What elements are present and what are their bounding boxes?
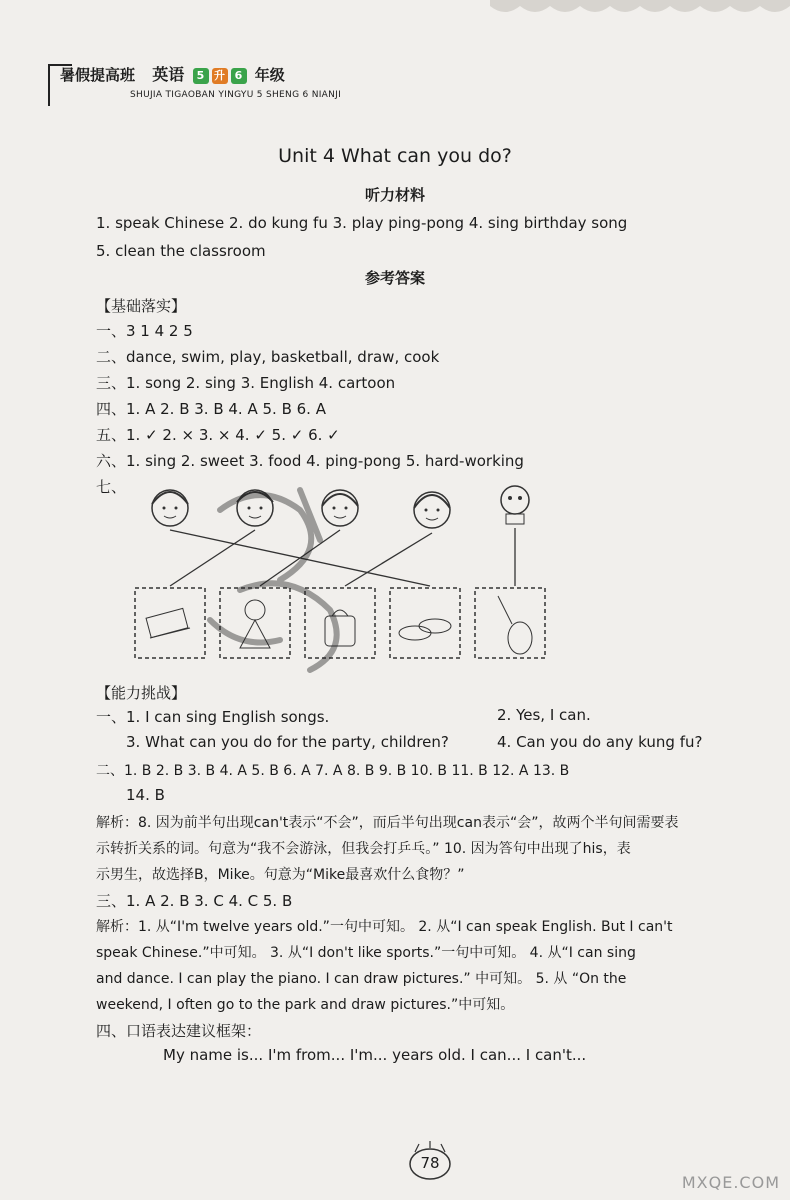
header-title (60, 62, 285, 85)
header-subtitle: SHUJIA TIGAOBAN YINGYU 5 SHENG 6 NIANJI (130, 90, 342, 100)
shoes-icon (399, 619, 451, 640)
ability-q4-frame: My name is... I'm from... I'm... years old. I can... I can't... (163, 1046, 587, 1064)
grade-mid-badge: 升 (212, 68, 228, 84)
grade-from-badge: 5 (193, 68, 209, 84)
page-number: 78 (420, 1154, 440, 1172)
grade-suffix: 年级 (254, 66, 285, 84)
basic-q7: 七、 (96, 478, 127, 496)
basic-q6: 六、1. sing 2. sweet 3. food 4. ping-pong 5. hard-working (96, 452, 524, 470)
ability-q2-explanation-1: 解析：8. 因为前半句出现can't表示“不会”，而后半句出现can表示“会”，故两个半句间需要表 (96, 815, 679, 831)
ability-q1-d: 4. Can you do any kung fu? (497, 733, 703, 751)
unit-title: Unit 4 What can you do? (278, 145, 512, 167)
basic-heading: 【基础落实】 (96, 297, 187, 315)
ability-q2: 二、1. B 2. B 3. B 4. A 5. B 6. A 7. A 8. B 9. B 10. B 11. B 12. A 13. B (96, 763, 570, 779)
ability-q4: 四、口语表达建议框架： (96, 1022, 262, 1040)
face-girl-3-icon (414, 492, 450, 528)
answers-heading: 参考答案 (364, 269, 425, 287)
ability-q3-explanation-4: weekend, I often go to the park and draw pictures.”中可知。 (96, 997, 515, 1013)
ability-q1-b: 2. Yes, I can. (497, 706, 591, 724)
listening-line-1: 1. speak Chinese 2. do kung fu 3. play ping-pong 4. sing birthday song (96, 214, 628, 232)
scalloped-top-border (0, 0, 790, 20)
basic-q3: 三、1. song 2. sing 3. English 4. cartoon (96, 374, 396, 392)
pipa-instrument-icon (498, 596, 532, 654)
ability-q2-explanation-2: 示转折关系的词。句意为“我不会游泳，但我会打乒乓。” 10. 因为答句中出现了his，表 (96, 841, 631, 857)
ability-q3: 三、1. A 2. B 3. C 4. C 5. B (96, 892, 293, 910)
ability-q3-explanation-2: speak Chinese.”中可知。 3. 从“I don't like sports.”一句中可知。 4. 从“I can sing (96, 945, 636, 961)
basic-q2: 二、dance, swim, play, basketball, draw, cook (96, 348, 440, 366)
grade-to-badge: 6 (231, 68, 247, 84)
header-subject: 英语 (152, 65, 185, 84)
basic-q4: 四、1. A 2. B 3. B 4. A 5. B 6. A (96, 400, 326, 418)
ability-q1-a: 一、1. I can sing English songs. (96, 708, 330, 726)
basic-q1: 一、3 1 4 2 5 (96, 322, 193, 340)
listening-heading: 听力材料 (364, 186, 425, 204)
stamp-overlay-icon (180, 470, 380, 700)
header-series: 暑假提高班 (60, 66, 136, 84)
face-robot-icon (501, 486, 529, 524)
ability-q2-explanation-3: 示男生，故选择B，Mike。句意为“Mike最喜欢什么食物？” (96, 867, 465, 883)
site-watermark: MXQE.COM (681, 1173, 780, 1192)
ability-q3-explanation-1: 解析：1. 从“I'm twelve years old.”一句中可知。 2. 从“I can speak English. But I can't (96, 919, 673, 935)
ability-heading: 【能力挑战】 (96, 684, 187, 702)
ability-q3-explanation-3: and dance. I can play the piano. I can draw pictures.” 中可知。 5. 从 “On the (96, 971, 627, 987)
ability-q1-c: 3. What can you do for the party, children? (126, 733, 449, 751)
ability-q2-cont: 14. B (126, 786, 165, 804)
basic-q5: 五、1. ✓ 2. × 3. × 4. ✓ 5. ✓ 6. ✓ (96, 426, 340, 444)
listening-line-2: 5. clean the classroom (96, 242, 266, 260)
